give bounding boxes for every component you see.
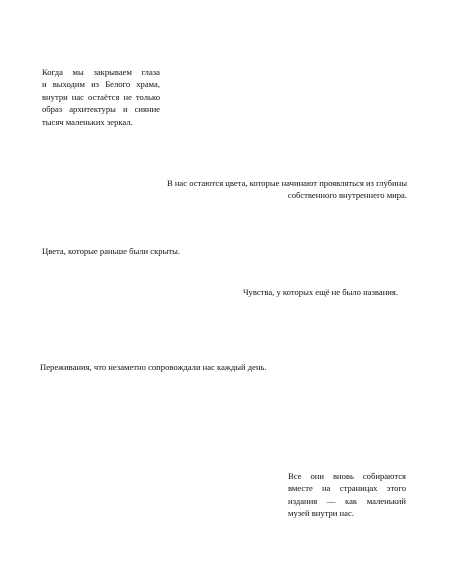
paragraph-line: вместе на страницах этого (288, 483, 406, 494)
paragraph-line: Когда мы закрываем глаза (42, 67, 160, 77)
paragraph-line: и выходим из Белого храма, (42, 79, 160, 90)
paragraph-line: собственного внутреннего мира. (287, 190, 407, 201)
paragraph-experiences (40, 361, 300, 373)
paragraph-line: В нас остаются цвета, которые начинают проявляться из глубины (166, 178, 407, 188)
paragraph-line: Чувства, у которых ещё не было названия. (242, 287, 398, 297)
paragraph-hidden-colors (42, 245, 242, 257)
paragraph-line: внутри нас остаётся не только (42, 91, 160, 102)
paragraph-line: Все они вновь собираются (288, 471, 406, 481)
paragraph-line: Переживания, что незаметно сопровождали нас каждый день. (40, 362, 267, 372)
paragraph-line: тысяч маленьких зеркал. (42, 116, 133, 127)
paragraph-colors-remain (150, 177, 407, 202)
paragraph-line: Цвета, которые раньше были скрыты. (42, 246, 181, 256)
paragraph-museum-inside (288, 470, 406, 520)
paragraph-line: музей внутри нас. (288, 508, 354, 519)
paragraph-unnamed-feelings (200, 286, 398, 298)
paragraph-line: образ архитектуры и сияние (42, 104, 160, 115)
paragraph-closing-eyes (42, 66, 160, 128)
paragraph-line: издания — как маленький (288, 495, 406, 506)
